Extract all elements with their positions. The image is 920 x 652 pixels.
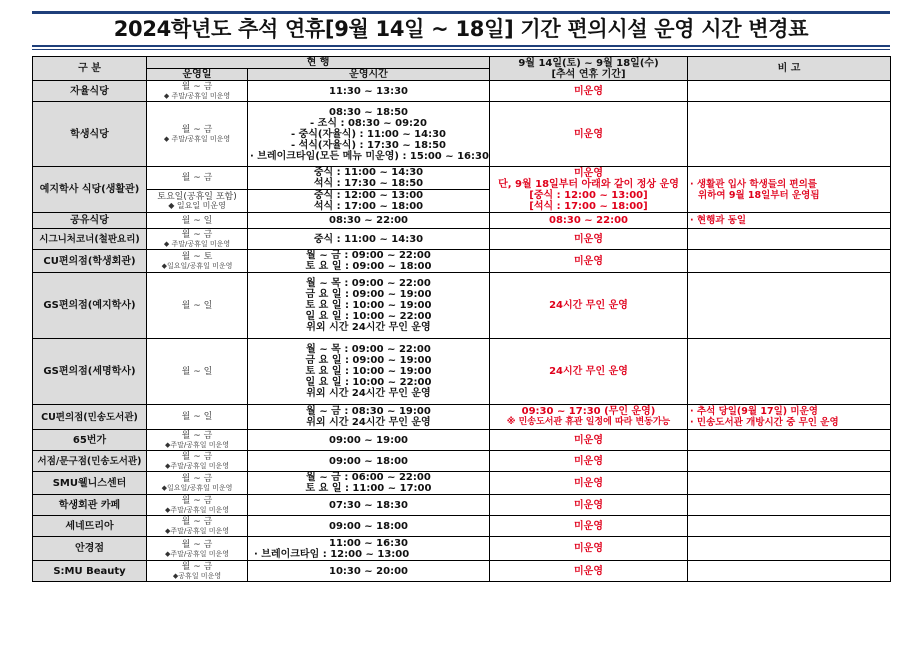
remark-line: · 현행과 동일 bbox=[690, 215, 747, 226]
hours-line: 11:30 ~ 13:30 bbox=[328, 85, 408, 97]
days-text: 월 ~ 토 bbox=[181, 252, 213, 262]
table-row bbox=[33, 102, 891, 167]
operating-days bbox=[147, 561, 248, 582]
operating-hours bbox=[248, 561, 490, 582]
header-days: 운영일 bbox=[147, 69, 248, 81]
table-row bbox=[33, 537, 891, 561]
header-gubun: 구 분 bbox=[33, 57, 147, 81]
hours-line: 월 ~ 금 : 09:00 ~ 22:00 bbox=[306, 250, 431, 261]
holiday-status bbox=[490, 430, 688, 451]
operating-hours bbox=[248, 167, 490, 190]
remark-cell bbox=[688, 102, 891, 167]
facility-name: 안경점 bbox=[33, 537, 147, 561]
holiday-status bbox=[490, 472, 688, 495]
header-holiday bbox=[490, 57, 688, 81]
remark-cell bbox=[688, 430, 891, 451]
remark-cell bbox=[688, 229, 891, 250]
holiday-status bbox=[490, 516, 688, 537]
facility-name: 공유식당 bbox=[33, 213, 147, 229]
holiday-status bbox=[490, 405, 688, 430]
holiday-status bbox=[490, 229, 688, 250]
facility-name: GS편의점(세명학사) bbox=[33, 339, 147, 405]
header-hours: 운영시간 bbox=[248, 69, 490, 81]
operating-hours bbox=[248, 405, 490, 430]
facility-name: 예지학사 식당(생활관) bbox=[33, 167, 147, 213]
remark-cell bbox=[688, 213, 891, 229]
hours-line: - 조식 : 08:30 ~ 09:20 bbox=[310, 117, 427, 129]
hours-line: 금 요 일 : 09:00 ~ 19:00 bbox=[305, 355, 432, 366]
hours-line: 토 요 일 : 11:00 ~ 17:00 bbox=[305, 483, 432, 494]
operating-hours bbox=[248, 537, 490, 561]
operating-hours bbox=[248, 516, 490, 537]
operating-hours bbox=[248, 430, 490, 451]
days-text: 월 ~ 일 bbox=[181, 300, 213, 311]
operating-hours bbox=[248, 472, 490, 495]
hours-line: 11:00 ~ 16:30 bbox=[328, 537, 408, 549]
days-text: 월 ~ 금 bbox=[181, 474, 213, 484]
remark-cell bbox=[688, 167, 891, 213]
title-bottom-rule bbox=[32, 45, 890, 47]
hours-line: 월 ~ 금 : 08:30 ~ 19:00 bbox=[306, 406, 431, 417]
remark-cell bbox=[688, 273, 891, 339]
table-row bbox=[33, 495, 891, 516]
days-text: 월 ~ 금 bbox=[181, 173, 213, 183]
operating-hours bbox=[248, 250, 490, 273]
table-row bbox=[33, 516, 891, 537]
holiday-status bbox=[490, 561, 688, 582]
operating-days bbox=[147, 81, 248, 102]
days-text: 월 ~ 일 bbox=[181, 412, 213, 422]
facility-name: SMU웰니스센터 bbox=[33, 472, 147, 495]
days-note: ◆주말/공휴일 미운영 bbox=[164, 462, 230, 470]
facility-name: 서점/문구점(민송도서관) bbox=[33, 451, 147, 472]
table-row bbox=[33, 229, 891, 250]
facility-name: 세네뜨리아 bbox=[33, 516, 147, 537]
facility-name: 학생회관 카페 bbox=[33, 495, 147, 516]
operating-days bbox=[147, 229, 248, 250]
hours-line: 일 요 일 : 10:00 ~ 22:00 bbox=[305, 311, 432, 322]
operating-days bbox=[147, 273, 248, 339]
hours-line: 10:30 ~ 20:00 bbox=[328, 565, 408, 577]
operating-days bbox=[147, 537, 248, 561]
days-note: ◆ 주말/공휴일 미운영 bbox=[163, 240, 231, 248]
operating-hours bbox=[248, 190, 490, 213]
remark-cell bbox=[688, 537, 891, 561]
remark-cell bbox=[688, 339, 891, 405]
operating-days bbox=[147, 516, 248, 537]
hours-line: · 브레이크타임 : 12:00 ~ 13:00 bbox=[254, 548, 410, 560]
operating-days bbox=[147, 472, 248, 495]
hours-line: 일 요 일 : 10:00 ~ 22:00 bbox=[305, 377, 432, 388]
holiday-line: 미운영 bbox=[574, 543, 603, 554]
operating-days bbox=[147, 190, 248, 213]
operating-hours bbox=[248, 81, 490, 102]
remark-line: · 생활관 입사 학생들의 편의를 bbox=[690, 178, 817, 190]
operating-days bbox=[147, 250, 248, 273]
operating-days bbox=[147, 339, 248, 405]
hours-line: 위외 시간 24시간 무인 운영 bbox=[306, 417, 431, 428]
days-note: ◆주말/공휴일 미운영 bbox=[164, 506, 230, 514]
facility-name: GS편의점(예지학사) bbox=[33, 273, 147, 339]
hours-line: 토 요 일 : 09:00 ~ 18:00 bbox=[305, 261, 432, 272]
table-row bbox=[33, 451, 891, 472]
remark-line: · 민송도서관 개방시간 중 무인 운영 bbox=[690, 417, 839, 428]
operating-hours bbox=[248, 273, 490, 339]
holiday-status bbox=[490, 250, 688, 273]
days-note: ◆ 주말/공휴일 미운영 bbox=[163, 135, 231, 143]
operating-hours bbox=[248, 102, 490, 167]
days-text: 월 ~ 일 bbox=[181, 366, 213, 377]
facility-name: 자율식당 bbox=[33, 81, 147, 102]
days-note: ◆일요일/공휴일 미운영 bbox=[161, 262, 233, 270]
remark-cell bbox=[688, 472, 891, 495]
holiday-line: [석식 : 17:00 ~ 18:00] bbox=[529, 200, 648, 212]
holiday-line: 미운영 bbox=[574, 455, 603, 467]
hours-line: 토 요 일 : 10:00 ~ 19:00 bbox=[305, 300, 432, 311]
days-note: ◆주말/공휴일 미운영 bbox=[164, 527, 230, 535]
facility-name: 시그니처코너(철판요리) bbox=[33, 229, 147, 250]
days-text: 월 ~ 금 bbox=[181, 496, 213, 506]
holiday-line: 미운영 bbox=[574, 233, 603, 245]
hours-line: 석식 : 17:00 ~ 18:00 bbox=[313, 201, 424, 212]
remark-line: · 추석 당일(9월 17일) 미운영 bbox=[690, 406, 818, 417]
hours-line: 토 요 일 : 10:00 ~ 19:00 bbox=[305, 366, 432, 377]
holiday-line: 미운영 bbox=[574, 477, 603, 489]
hours-line: 중식 : 12:00 ~ 13:00 bbox=[313, 190, 424, 201]
holiday-line: ※ 민송도서관 휴관 일정에 따라 변동가능 bbox=[506, 417, 671, 427]
holiday-line: 24시간 무인 운영 bbox=[549, 366, 628, 377]
days-text: 월 ~ 일 bbox=[181, 215, 213, 226]
hours-line: - 석식(자율식) : 17:30 ~ 18:50 bbox=[290, 139, 447, 151]
facility-name: S:MU Beauty bbox=[33, 561, 147, 582]
table-row bbox=[33, 430, 891, 451]
holiday-line: 09:30 ~ 17:30 (무인 운영) bbox=[521, 406, 656, 417]
remark-cell bbox=[688, 250, 891, 273]
days-note: ◆주말/공휴일 미운영 bbox=[164, 549, 230, 558]
operating-days bbox=[147, 495, 248, 516]
hours-line: 월 ~ 목 : 09:00 ~ 22:00 bbox=[306, 278, 431, 289]
header-current: 현 행 bbox=[147, 57, 490, 69]
remark-cell bbox=[688, 561, 891, 582]
remark-line: 위하여 9월 18일부터 운영됨 bbox=[698, 189, 820, 201]
days-note: ◆ 주말/공휴일 미운영 bbox=[163, 92, 231, 100]
holiday-line: 미운영 bbox=[574, 167, 603, 179]
days-text: 월 ~ 금 bbox=[181, 539, 213, 550]
page-title: 2024학년도 추석 연휴[9월 14일 ~ 18일] 기간 편의시설 운영 시간 변경표 bbox=[113, 17, 809, 41]
hours-line: - 중식(자율식) : 11:00 ~ 14:30 bbox=[290, 128, 447, 140]
table-row bbox=[33, 472, 891, 495]
holiday-line: 미운영 bbox=[574, 565, 603, 577]
days-note: ◆일요일/공휴일 미운영 bbox=[161, 484, 233, 492]
title-bottom-rule-thin bbox=[32, 49, 890, 50]
hours-line: · 브레이크타임(모든 메뉴 미운영) : 15:00 ~ 16:30 bbox=[250, 150, 489, 162]
days-note: ◆ 일요일 미운영 bbox=[168, 201, 226, 210]
operating-hours bbox=[248, 495, 490, 516]
facility-name: CU편의점(학생회관) bbox=[33, 250, 147, 273]
header-holiday-line1: 9월 14일(토) ~ 9월 18일(수) bbox=[518, 57, 659, 69]
holiday-line: 미운영 bbox=[574, 520, 603, 532]
holiday-status bbox=[490, 451, 688, 472]
operating-hours bbox=[248, 229, 490, 250]
days-text: 월 ~ 금 bbox=[181, 562, 213, 572]
operating-hours bbox=[248, 213, 490, 229]
hours-line: 월 ~ 금 : 06:00 ~ 22:00 bbox=[306, 472, 431, 483]
hours-line: 금 요 일 : 09:00 ~ 19:00 bbox=[305, 289, 432, 300]
table-row bbox=[33, 81, 891, 102]
header-holiday-line2: [추석 연휴 기간] bbox=[551, 68, 626, 80]
holiday-line: 미운영 bbox=[574, 434, 603, 446]
table-row bbox=[33, 250, 891, 273]
facility-name: CU편의점(민송도서관) bbox=[33, 405, 147, 430]
hours-line: 09:00 ~ 18:00 bbox=[328, 455, 408, 467]
days-text: 월 ~ 금 bbox=[181, 431, 213, 441]
days-text: 월 ~ 금 bbox=[181, 230, 213, 240]
remark-cell bbox=[688, 495, 891, 516]
operating-days bbox=[147, 167, 248, 190]
header-row-1 bbox=[33, 57, 891, 69]
days-note: ◆주말/공휴일 미운영 bbox=[164, 441, 230, 449]
holiday-line: 미운영 bbox=[574, 255, 603, 267]
operating-hours bbox=[248, 339, 490, 405]
holiday-status bbox=[490, 81, 688, 102]
days-text: 월 ~ 금 bbox=[181, 82, 213, 92]
operating-days bbox=[147, 213, 248, 229]
facility-name: 학생식당 bbox=[33, 102, 147, 167]
table-row bbox=[33, 561, 891, 582]
hours-line: 09:00 ~ 18:00 bbox=[328, 520, 408, 532]
days-text: 월 ~ 금 bbox=[181, 517, 213, 527]
holiday-status bbox=[490, 495, 688, 516]
holiday-line: [중식 : 12:00 ~ 13:00] bbox=[529, 189, 648, 201]
holiday-line: 08:30 ~ 22:00 bbox=[548, 215, 628, 226]
remark-cell bbox=[688, 81, 891, 102]
table-row bbox=[33, 405, 891, 430]
hours-line: 08:30 ~ 22:00 bbox=[328, 215, 408, 226]
holiday-status bbox=[490, 167, 688, 213]
holiday-status bbox=[490, 213, 688, 229]
days-text: 월 ~ 금 bbox=[181, 452, 213, 462]
hours-line: 중식 : 11:00 ~ 14:30 bbox=[313, 233, 424, 245]
remark-cell bbox=[688, 405, 891, 430]
table-row bbox=[33, 167, 891, 190]
operating-days bbox=[147, 430, 248, 451]
remark-cell bbox=[688, 516, 891, 537]
schedule-table bbox=[32, 56, 891, 582]
table-row bbox=[33, 273, 891, 339]
holiday-line: 미운영 bbox=[574, 128, 603, 140]
table-row bbox=[33, 213, 891, 229]
holiday-line: 단, 9월 18일부터 아래와 같이 정상 운영 bbox=[498, 178, 679, 190]
hours-line: 석식 : 17:30 ~ 18:50 bbox=[313, 178, 424, 189]
hours-line: 08:30 ~ 18:50 bbox=[328, 106, 408, 118]
hours-line: 월 ~ 목 : 09:00 ~ 22:00 bbox=[306, 344, 431, 355]
operating-days bbox=[147, 405, 248, 430]
hours-line: 위외 시간 24시간 무인 운영 bbox=[306, 388, 431, 399]
holiday-status bbox=[490, 537, 688, 561]
operating-days bbox=[147, 102, 248, 167]
holiday-status bbox=[490, 102, 688, 167]
holiday-status bbox=[490, 273, 688, 339]
hours-line: 위외 시간 24시간 무인 운영 bbox=[306, 322, 431, 333]
remark-cell bbox=[688, 451, 891, 472]
days-note: ◆공휴일 미운영 bbox=[172, 572, 222, 580]
holiday-status bbox=[490, 339, 688, 405]
table-row bbox=[33, 339, 891, 405]
operating-hours bbox=[248, 451, 490, 472]
facility-name: 65번가 bbox=[33, 430, 147, 451]
operating-days bbox=[147, 451, 248, 472]
header-remarks: 비 고 bbox=[688, 57, 891, 81]
days-text: 월 ~ 금 bbox=[181, 125, 213, 135]
holiday-line: 24시간 무인 운영 bbox=[549, 300, 628, 311]
hours-line: 07:30 ~ 18:30 bbox=[328, 499, 408, 511]
days-text: 토요일(공휴일 포함) bbox=[157, 192, 237, 202]
holiday-line: 미운영 bbox=[574, 499, 603, 511]
hours-line: 09:00 ~ 19:00 bbox=[328, 434, 408, 446]
hours-line: 중식 : 11:00 ~ 14:30 bbox=[313, 167, 424, 178]
holiday-line: 미운영 bbox=[574, 85, 603, 97]
